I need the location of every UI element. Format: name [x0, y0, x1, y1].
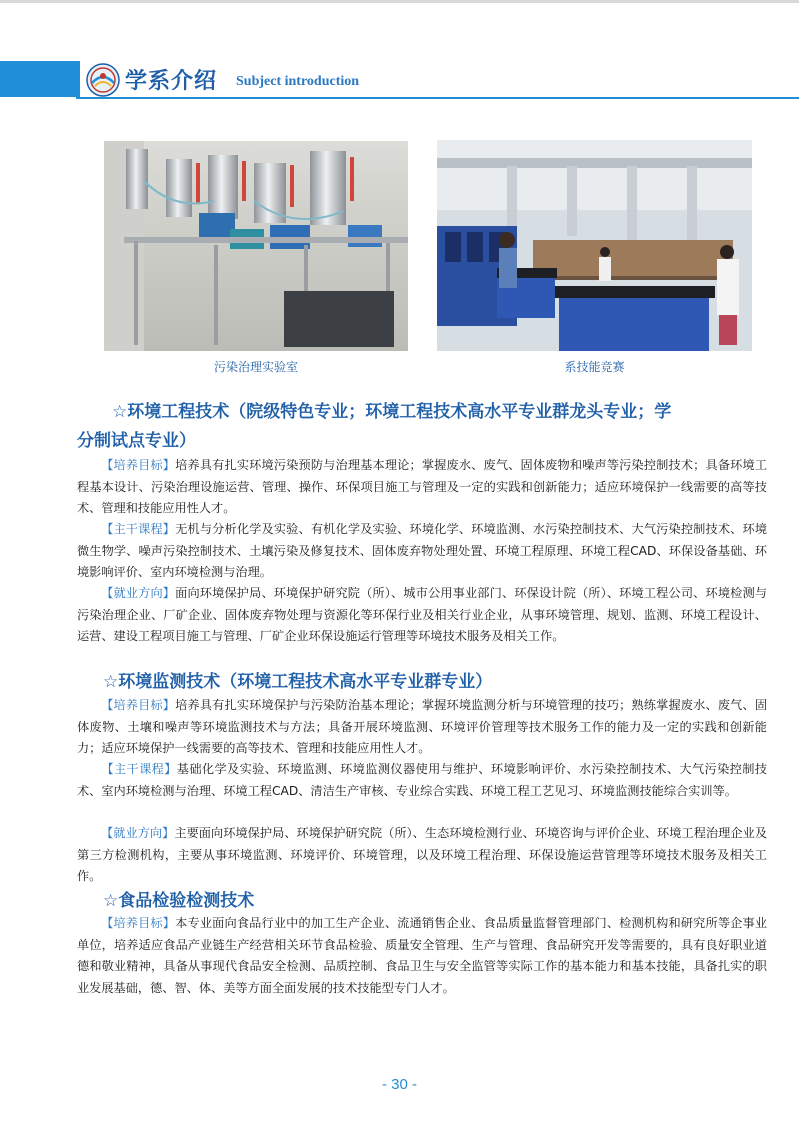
para-text: 面向环境保护局、环境保护研究院（所）、城市公用事业部门、环保设计院（所）、环境工程公司、环境检测与污染治理企业、厂矿企业、固体废弃物处理与资源化等环保行业及相关行业企业，从事环境管理、规划、监测、环境工程设计、运营、建设工程项目施工与管理、厂矿企业环保设施运行管理等环境技术服务及相关工作。	[77, 586, 768, 643]
photo-caption-lab: 污染治理实验室	[213, 360, 298, 374]
page-subtitle: Subject introduction	[236, 74, 360, 89]
paragraph	[77, 823, 767, 888]
section-title-line1: ☆环境工程技术（院级特色专业；环境工程技术高水平专业群龙头专业；学	[112, 402, 672, 422]
page-number: - 30 -	[381, 1076, 417, 1093]
para-text: 主要面向环境保护局、环境保护研究院（所）、生态环境检测行业、环境咨询与评价企业、环境工程治理企业及第三方检测机构，主要从事环境监测、环境评价、环境管理，以及环境工程治理、环保设施运营管理等环境技术服务及相关工作。	[77, 826, 768, 883]
paragraph	[77, 695, 767, 760]
section-title-line2: 分制试点专业）	[77, 431, 196, 451]
para-text: 培养具有扎实环境保护与污染防治基本理论；掌握环境监测分析与环境管理的技巧；熟练掌握废水、废气、固体废物、土壤和噪声等环境监测技术与方法；具备开展环境监测、环境评价管理等技术服务工作的能力及一定的实践和创新能力；适应环境保护一线需要的高等技术、管理和技能应用性人才。	[77, 698, 768, 755]
para-tag: 【培养目标】	[101, 458, 176, 472]
para-tag: 【主干课程】	[101, 762, 177, 776]
header-underline	[76, 97, 799, 99]
section-title-env-engineering	[112, 399, 772, 425]
section-title-food-testing: ☆食品检验检测技术	[103, 891, 255, 911]
header-accent-bar	[76, 61, 80, 97]
paragraph	[77, 519, 767, 584]
para-text: 基础化学及实验、环境监测、环境监测仪器使用与维护、环境影响评价、水污染控制技术、大气污染控制技术、室内环境检测与治理、环境工程CAD、清洁生产审核、专业综合实践、环境工程工艺见习、环境监测技能综合实训等。	[77, 762, 768, 798]
section-title-env-engineering-cont	[77, 428, 737, 454]
top-rule	[0, 0, 799, 3]
paragraph	[77, 759, 767, 802]
para-text: 本专业面向食品行业中的加工生产企业、流通销售企业、食品质量监督管理部门、检测机构和研究所等企事业单位，培养适应食品产业链生产经营相关环节食品检验、质量安全管理、生产与管理、食品研究开发等需要的，具有良好职业道德和敬业精神，具备从事现代食品安全检测、品质控制、食品卫生与安全监管等实际工作的基本能力和基本技能，具备扎实的职业发展基础，德、智、体、美等方面全面发展的技术技能型专门人才。	[77, 916, 768, 995]
para-text: 无机与分析化学及实验、有机化学及实验、环境化学、环境监测、水污染控制技术、大气污染控制技术、环境微生物学、噪声污染控制技术、土壤污染及修复技术、固体废弃物处理处置、环境工程原理、环境工程CAD、环保设备基础、环境影响评价、室内环境检测与治理。	[77, 522, 768, 579]
page-title: 学系介绍	[125, 68, 218, 94]
paragraph	[77, 455, 767, 520]
section-title-env-monitoring: ☆环境监测技术（环境工程技术高水平专业群专业）	[103, 672, 493, 692]
lab-photo	[104, 141, 408, 351]
competition-photo	[437, 140, 752, 351]
para-tag: 【就业方向】	[101, 586, 176, 600]
para-tag: 【就业方向】	[101, 826, 175, 840]
photo-caption-competition: 系技能竞赛	[564, 360, 625, 374]
paragraph	[77, 913, 767, 999]
para-text: 培养具有扎实环境污染预防与治理基本理论；掌握废水、废气、固体废物和噪声等污染控制技术；具备环境工程基本设计、污染治理设施运营、管理、操作、环保项目施工与管理及一定的实践和创新能力；适应环境保护一线需要的高等技术、管理和技能应用性人才。	[77, 458, 768, 515]
para-tag: 【主干课程】	[101, 522, 176, 536]
para-tag: 【培养目标】	[101, 916, 176, 930]
paragraph	[77, 583, 767, 648]
para-tag: 【培养目标】	[101, 698, 176, 712]
school-emblem-icon	[86, 63, 120, 97]
